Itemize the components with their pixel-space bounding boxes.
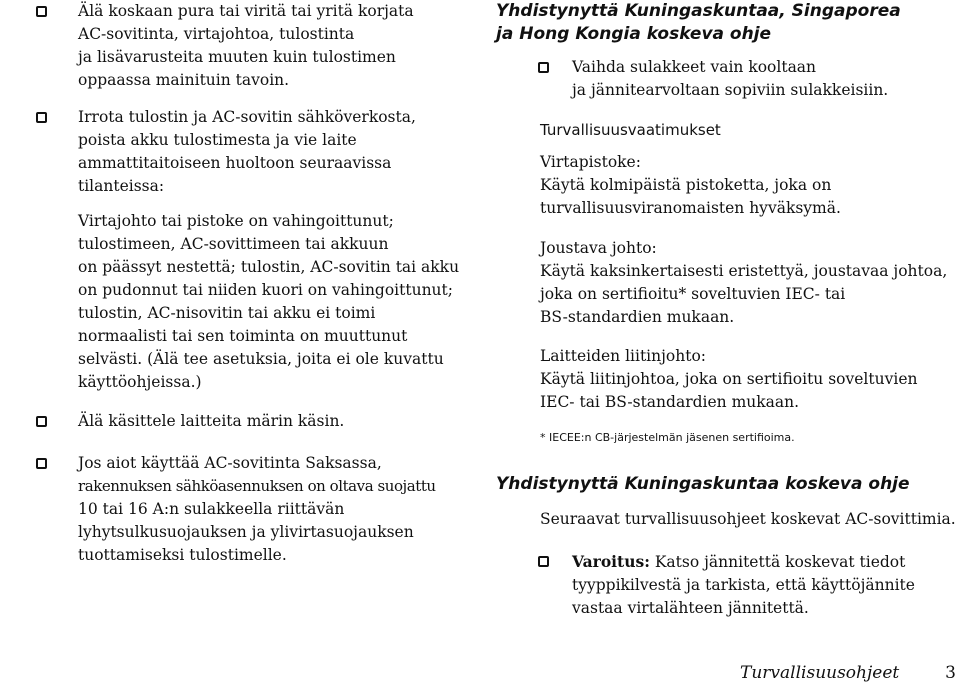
connector-requirement [496, 345, 960, 414]
text-line: tulostimeen, AC-sovittimeen tai akkuun [78, 235, 389, 253]
text-line: on päässyt nestettä; tulostin, AC-sovitin tai akku [78, 258, 460, 276]
safety-requirements-heading: Turvallisuusvaatimukset [540, 121, 721, 139]
text-line: normaalisti tai sen toiminta on muuttunut [78, 327, 408, 345]
checkbox-bullet-icon [36, 112, 47, 123]
text-line: tulostin, AC-nisovitin tai akku ei toimi [78, 304, 376, 322]
text-line: Virtajohto tai pistoke on vahingoittunut; [78, 212, 394, 230]
footnote: * IECEE:n CB-järjestelmän jäsenen sertifioima. [540, 431, 795, 444]
list-item [0, 106, 470, 198]
text-line [572, 550, 960, 574]
text-line: joka on sertifioitu* soveltuvien IEC- tai [540, 285, 846, 303]
text-line: Seuraavat turvallisuusohjeet koskevat AC-sovittimia. [540, 510, 956, 528]
text-line: Käytä kaksinkertaisesti eristettyä, joustavaa johtoa, [540, 262, 948, 280]
text-line: Laitteiden liitinjohto: [540, 347, 707, 365]
intro-paragraph [496, 508, 960, 531]
list-item [0, 410, 470, 433]
text-line: ja jännitearvoltaan sopiviin sulakkeisiin. [572, 81, 889, 99]
list-item [496, 550, 960, 620]
text-line: poista akku tulostimesta ja vie laite [78, 131, 357, 149]
text-line: AC-sovitinta, virtajohtoa, tulostinta [78, 25, 355, 43]
text-line: Vaihda sulakkeet vain kooltaan [572, 58, 817, 76]
checkbox-bullet-icon [538, 62, 549, 73]
text-line: tuottamiseksi tulostimelle. [78, 546, 287, 564]
cord-requirement [496, 237, 960, 329]
checkbox-bullet-icon [36, 458, 47, 469]
footer-title: Turvallisuusohjeet [740, 663, 900, 683]
checkbox-bullet-icon [36, 6, 47, 17]
list-item [0, 452, 470, 567]
text-line: Käytä kolmipäistä pistoketta, joka on [540, 176, 832, 194]
text-line: Jos aiot käyttää AC-sovitinta Saksassa, [78, 454, 382, 472]
text-line: vastaa virtalähteen jännitettä. [572, 599, 809, 617]
text-line: tilanteissa: [78, 177, 165, 195]
text-line: BS-standardien mukaan. [540, 308, 735, 326]
text-line: turvallisuusviranomaisten hyväksymä. [540, 199, 841, 217]
text-line: ammattitaitoiseen huoltoon seuraavissa [78, 154, 392, 172]
text-line: ja lisävarusteita muuten kuin tulostimen [78, 48, 396, 66]
text-line: Käytä liitinjohtoa, joka on sertifioitu soveltuvien [540, 370, 918, 388]
heading-line: ja Hong Kongia koskeva ohje [496, 24, 772, 44]
text-line: selvästi. (Älä tee asetuksia, joita ei ole kuvattu [78, 350, 444, 368]
list-item [496, 56, 960, 102]
page-footer [740, 662, 958, 684]
text-line: käyttöohjeissa.) [78, 373, 202, 391]
section-heading: Yhdistynyttä Kuningaskuntaa koskeva ohje [496, 474, 910, 494]
section-heading [496, 0, 960, 46]
text-line: lyhytsulkusuojauksen ja ylivirtasuojauksen [78, 523, 414, 541]
text-line: Älä koskaan pura tai viritä tai yritä korjata [78, 2, 414, 20]
plug-requirement [496, 151, 960, 220]
text-line: Joustava johto: [540, 239, 657, 257]
heading-line: Yhdistynyttä Kuningaskuntaa, Singaporea [496, 1, 901, 21]
checkbox-bullet-icon [36, 416, 47, 427]
text-line: rakennuksen sähköasennuksen on oltava suojattu [78, 477, 436, 495]
text-line: oppaassa mainituin tavoin. [78, 71, 290, 89]
list-item [0, 0, 470, 92]
text-line: 10 tai 16 A:n sulakkeella riittävän [78, 500, 345, 518]
conditions-paragraph [78, 210, 470, 394]
warning-label: Varoitus: [572, 552, 650, 571]
warning-text: Katso jännitettä koskevat tiedot [649, 553, 906, 571]
text-line: on pudonnut tai niiden kuori on vahingoittunut; [78, 281, 453, 299]
text-line: tyyppikilvestä ja tarkista, että käyttöjännite [572, 576, 915, 594]
text-line: Virtapistoke: [540, 153, 641, 171]
text-line: IEC- tai BS-standardien mukaan. [540, 393, 800, 411]
text-line: Irrota tulostin ja AC-sovitin sähköverkosta, [78, 108, 416, 126]
text-line: Älä käsittele laitteita märin käsin. [78, 412, 345, 430]
checkbox-bullet-icon [538, 556, 549, 567]
page-number: 3 [945, 663, 956, 683]
